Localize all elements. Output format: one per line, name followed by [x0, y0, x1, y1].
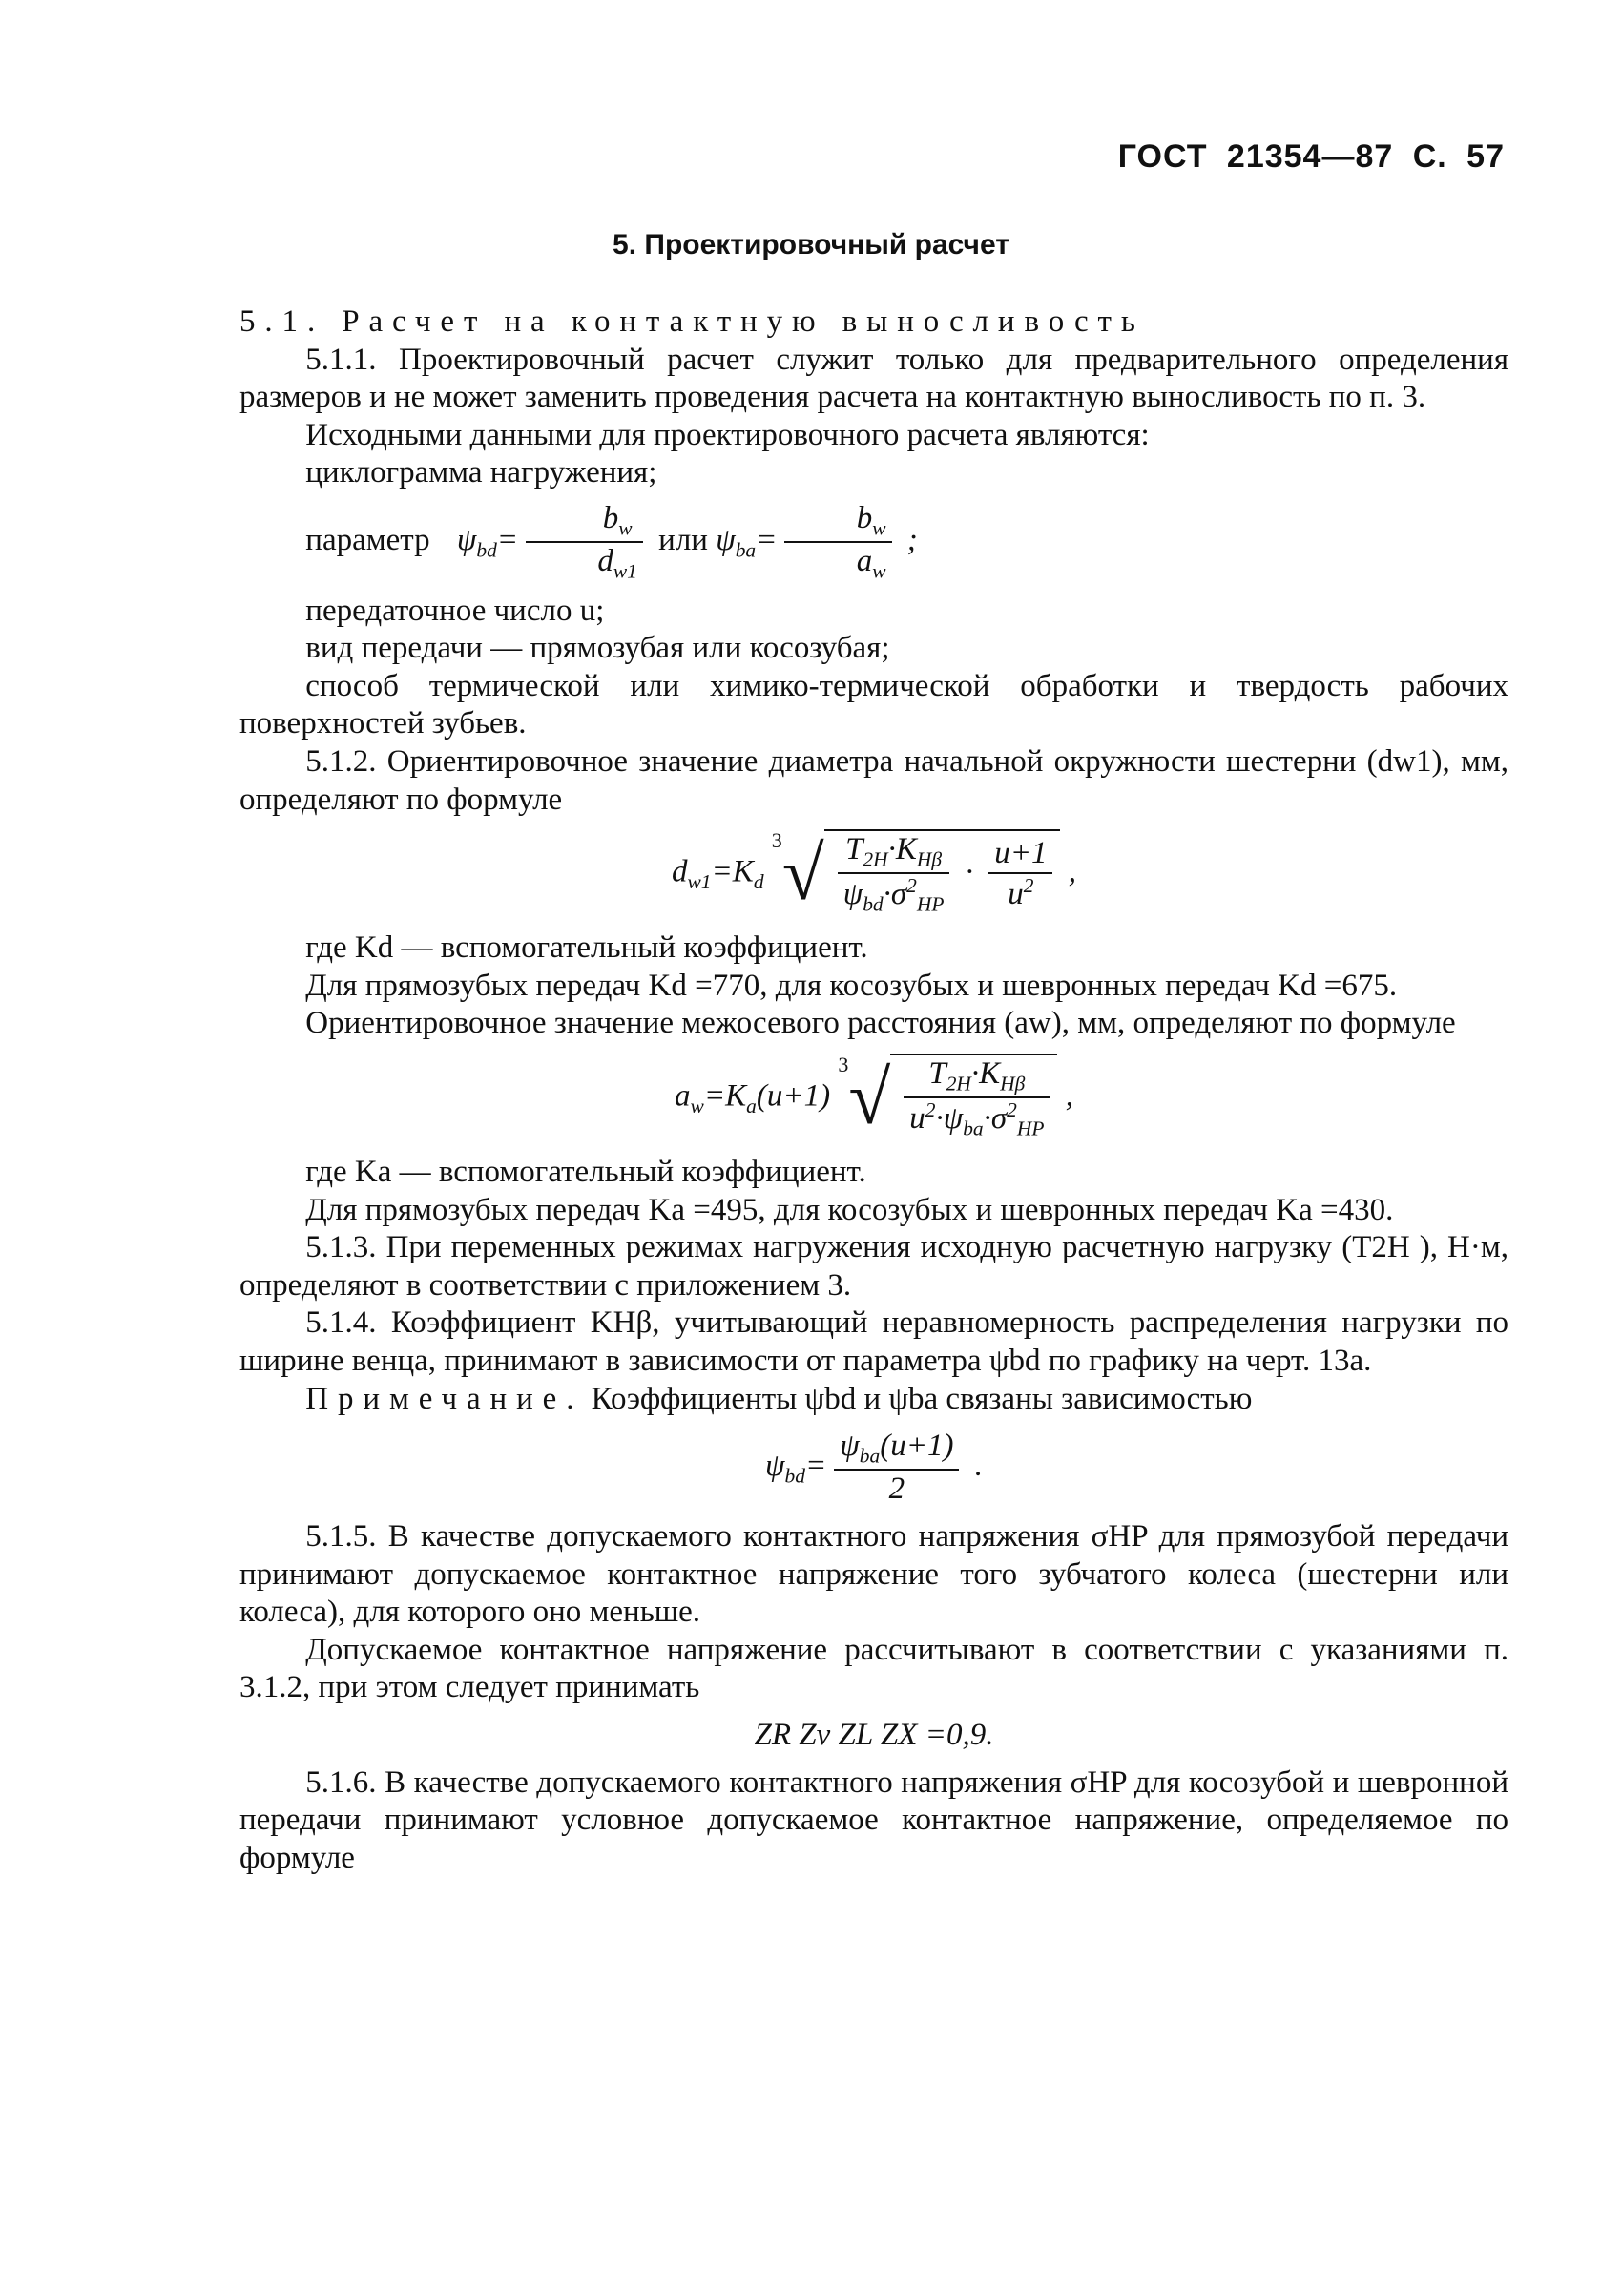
section-title: 5. Проектировочный расчет	[613, 229, 1009, 261]
paragraph-5-1-1: 5.1.1. Проектировочный расчет служит только для предварительного определения размеров и не может заменить проведения расчета на контактную выносливость по п. 3.	[239, 342, 1508, 415]
psi-parameter-line	[239, 500, 1508, 585]
paragraph-5-1-5-b: Допускаемое контактное напряжение рассчитывают в соответствии с указаниями п. 3.1.2, при этом следует принимать	[239, 1632, 1508, 1705]
formula-dw1: $d_{w1}=K_d$ $^3$√ $\frac{T_{2H}\cdot K_{H\beta}}{\psi_{bd}\cdot\sigma^2_{HP}}$ · $\frac{u+1}{u^2}$ ,	[672, 828, 1076, 917]
or-label: или	[658, 522, 708, 557]
paragraph-5-1-5: 5.1.5. В качестве допускаемого контактного напряжения σHP для прямозубой передачи принимают допускаемое контактное напряжение того зубчатого колеса (шестерни или колеса), для которого оно меньше.	[239, 1519, 1508, 1630]
list-item: способ термической или химико-термической обработки и твердость рабочих поверхностей зубьев.	[239, 668, 1508, 741]
paragraph-5-1-2: 5.1.2. Ориентировочное значение диаметра начальной окружности шестерни (dw1), мм, определяют по формуле	[239, 744, 1508, 817]
page-body	[239, 303, 1508, 1877]
param-label: параметр	[305, 522, 430, 557]
list-item: передаточное число u;	[305, 593, 605, 628]
input-data-intro: Исходными данными для проектировочного расчета являются:	[305, 417, 1150, 452]
note-label: Примечание.	[305, 1381, 584, 1416]
ka-values: Для прямозубых передач Ka =495, для косозубых и шевронных передач Ka =430.	[305, 1192, 1394, 1227]
kd-values: Для прямозубых передач Kd =770, для косозубых и шевронных передач Kd =675.	[305, 968, 1398, 1003]
kd-definition: где Kd — вспомогательный коэффициент.	[305, 930, 868, 966]
formula-aw: $a_w=K_a(u+1)$ $^3$√ $\frac{T_{2H}\cdot K_{H\beta}}{u^2\cdot\psi_{ba}\cdot\sigma^2_{HP}}$ ,	[675, 1052, 1073, 1140]
list-item: вид передачи — прямозубая или косозубая;	[305, 631, 890, 666]
note	[239, 1381, 1508, 1419]
subsection-heading: 5.1. Расчет на контактную выносливость	[239, 304, 1145, 339]
formula-psi-relation: $\psi_{bd}=$ $\frac{\psi_{ba}(u+1)}{2}$ .	[765, 1429, 983, 1507]
formula-psi-ba: $\psi_{ba}=$ $\frac{b_w}{a_w}$ ;	[716, 500, 918, 583]
page-header: ГОСТ 21354—87 С. 57	[1117, 138, 1505, 175]
paragraph-5-1-4: 5.1.4. Коэффициент KHβ, учитывающий неравномерность распределения нагрузки по ширине венца, принимают в зависимости от параметра ψbd по графику на черт. 13а.	[239, 1305, 1508, 1378]
paragraph-5-1-3: 5.1.3. При переменных режимах нагружения исходную расчетную нагрузку (T2H ), Н·м, определяют в соответствии с приложением 3.	[239, 1230, 1508, 1303]
paragraph-5-1-6: 5.1.6. В качестве допускаемого контактного напряжения σHP для косозубой и шевронной передачи принимают условное допускаемое контактное напряжение, определяемое по формуле	[239, 1764, 1508, 1875]
list-item: циклограмма нагружения;	[305, 455, 657, 491]
formula-psi-bd: $\psi_{bd}=$ $\frac{b_w}{d_{w1}}$	[457, 523, 651, 557]
ka-definition: где Ka — вспомогательный коэффициент.	[305, 1154, 866, 1189]
aw-intro: Ориентировочное значение межосевого расстояния (aw), мм, определяют по формуле	[305, 1006, 1456, 1041]
note-text: Коэффициенты ψbd и ψba связаны зависимостью	[591, 1381, 1253, 1416]
formula-z-product: ZR Zv ZL ZX =0,9.	[754, 1718, 994, 1753]
